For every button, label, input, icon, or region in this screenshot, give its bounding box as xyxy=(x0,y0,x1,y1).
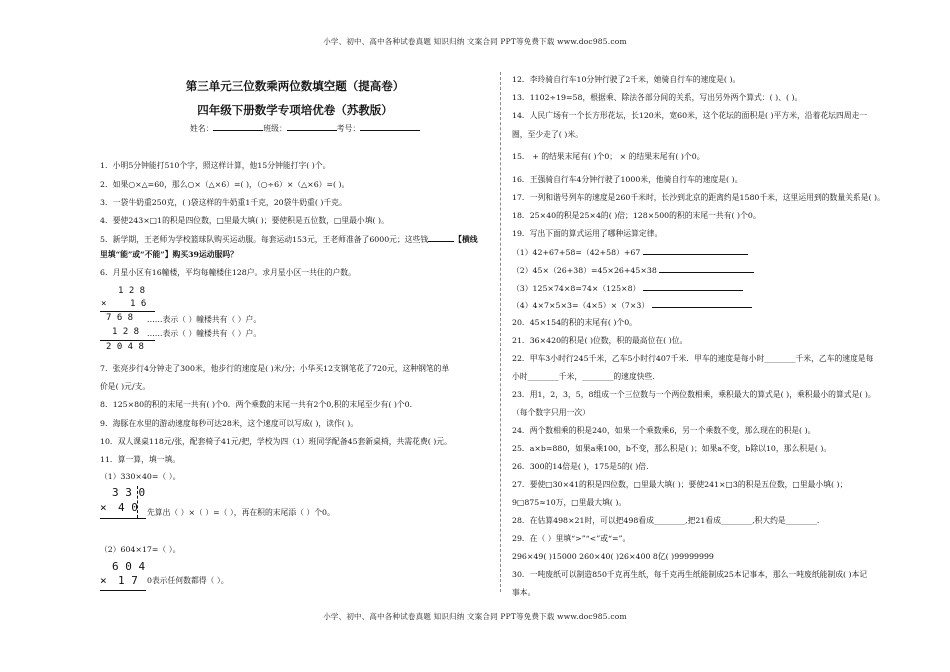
question-24: 24．两个数相乘的积是240，如果一个乘数乘6，另一个乘数不变，那么现在的积是( )。 xyxy=(512,426,816,435)
column-divider xyxy=(500,72,501,592)
question-19-2-text: （2）45×（26+38）=45×26+45×38 xyxy=(512,266,657,275)
mult1-partial-2: 1 2 8 xyxy=(112,327,140,337)
mult1-partial-1: 7 6 8 xyxy=(106,313,134,323)
calc2-top: 6 0 4 xyxy=(112,560,146,573)
calc1-rule xyxy=(100,518,146,519)
mult1-second: 1 6 xyxy=(130,299,147,309)
class-field[interactable] xyxy=(287,122,337,131)
question-30-cont: 事本。 xyxy=(512,588,536,597)
question-11: 11．算一算，填一填。 xyxy=(100,455,181,464)
question-19-4 xyxy=(512,299,752,311)
mult1-top: 1 2 8 xyxy=(118,286,146,296)
question-19-4-text: （4）4×7×5×3=（4×5）×（7×3） xyxy=(512,301,650,310)
calc1-top: 3 3 0 xyxy=(112,486,146,499)
question-19-3 xyxy=(512,282,743,294)
question-7: 7．张亮步行4分钟走了300米，他步行的速度是( )米/分；小华买12支钢笔花了720元，这种钢笔的单 xyxy=(100,364,450,373)
mult1-note-1: ……表示（ ）幢楼共有（ ）户。 xyxy=(147,315,262,324)
question-29: 29．在（ ）里填“>”“<”或“=”。 xyxy=(512,534,631,543)
question-23-cont: （每个数字只用一次） xyxy=(512,408,590,417)
question-1: 1．小明5分钟能打510个字，照这样计算，他15分钟能打字( )个。 xyxy=(100,161,331,170)
question-19-2 xyxy=(512,264,754,276)
question-30: 30．一吨废纸可以制造850千克再生纸，每千克再生纸能制成25本记事本，那么一吨废纸能制成( )本记 xyxy=(512,570,868,579)
question-13: 13．1102÷19=58，根据乘、除法各部分间的关系，写出另外两个算式：( )、( )。 xyxy=(512,93,803,102)
question-28: 28．在估算498×21时，可以把498看成________,把21看成________,积大约是________. xyxy=(512,516,820,525)
question-19-3-blank[interactable] xyxy=(643,282,743,291)
mult1-note-2: ……表示（ ）幢楼共有（ ）户。 xyxy=(147,329,262,338)
mult1-rule-2 xyxy=(100,340,155,341)
question-20: 20．45×154的积的末尾有( )个0。 xyxy=(512,318,637,327)
calc2-bottom: 1 7 xyxy=(118,574,138,587)
question-19-2-blank[interactable] xyxy=(659,264,754,273)
calc2-times-sign: × xyxy=(100,574,107,587)
question-17: 17．一列和谐号列车的速度是260千米时，长沙到北京的距离约是1580千米，这里运用到的数量关系是( )。 xyxy=(512,193,885,202)
question-15: 15． + 的结果末尾有( )个0； × 的结果末尾有( )个0。 xyxy=(512,152,705,161)
calc1-bottom: 4 0 xyxy=(118,501,138,514)
name-label: 姓名： xyxy=(190,124,214,133)
title-grade: 四年级下册数学专项培优卷（苏教版） xyxy=(197,103,393,117)
calc1-divider xyxy=(137,486,138,518)
question-5-text: 5．新学期，王老师为学校篮球队购买运动服。每套运动153元，王老师准备了6000元；这些钱 xyxy=(100,235,429,244)
question-4: 4．要使243×□1的积是四位数，□里最大填( )；要使积是五位数，□里最小填( )。 xyxy=(100,216,389,225)
calc2-text: 0表示任何数都得（ ）。 xyxy=(147,576,229,585)
question-22-cont: 小时________千米，________的速度快些. xyxy=(512,372,655,381)
question-26: 26．300的14倍是( )，175是5的( )倍． xyxy=(512,462,654,471)
number-label: 考号： xyxy=(336,124,361,133)
question-5 xyxy=(100,233,478,245)
question-8: 8．125×80的积的末尾一共有( )个0．两个乘数的末尾一共有2个0,积的末尾至少有( )个0． xyxy=(100,400,418,409)
question-19-1-blank[interactable] xyxy=(643,246,748,255)
question-11-1: （1）330×40=（ ）。 xyxy=(100,472,181,481)
question-19-4-blank[interactable] xyxy=(652,299,752,308)
question-29-items: 296×49( )15000 260×40( )26×400 8亿( )99999999 xyxy=(512,552,714,561)
question-19: 19．写出下面的算式运用了哪种运算定律。 xyxy=(512,229,663,238)
name-field[interactable] xyxy=(213,122,263,131)
question-5-bracket: 【横线 xyxy=(454,235,478,244)
question-6: 6．月星小区有16幢楼，平均每幢楼住128户。求月星小区一共住的户数。 xyxy=(100,268,356,277)
calc1-text: 先算出（ ）×（ ）=（ ），再在积的末尾添（ ）个0。 xyxy=(147,508,335,517)
page-footer: 小学、初中、高中各种试卷真题 知识归纳 文案合同 PPT等免费下载 www.doc985.com xyxy=(323,612,627,621)
question-27: 27．要使□30×41的积是四位数，□里最大填( )；要使241×□3的积是五位数，□里最小填( )； xyxy=(512,480,848,489)
question-2: 2．如果○×△=60，那么○×（△×6）=( )，（○÷6）×（△×6）=( )。 xyxy=(100,180,350,189)
question-19-3-text: （3）125×74×8=74×（125×8） xyxy=(512,284,641,293)
mult1-result: 2 0 4 8 xyxy=(106,342,144,352)
calc2-rule xyxy=(100,590,146,591)
question-7-cont: 价是( )元/支。 xyxy=(100,382,151,391)
student-info xyxy=(190,122,420,134)
question-5-blank[interactable] xyxy=(428,233,454,242)
question-23: 23．用1，2，3，5，8组成一个三位数与一个两位数相乘，乘积最大的算式是( )，乘积最小的算式是( )。 xyxy=(512,390,876,399)
class-label: 班级： xyxy=(263,124,287,133)
title-unit: 第三单元三位数乘两位数填空题（提高卷） xyxy=(185,79,405,93)
question-12: 12．李玲骑自行车10分钟行驶了2千米，她骑自行车的速度是( )。 xyxy=(512,75,741,84)
page-header: 小学、初中、高中各种试卷真题 知识归纳 文案合同 PPT等免费下载 www.doc985.com xyxy=(323,37,627,46)
mult1-times-sign: × xyxy=(101,299,107,309)
question-11-2: （2）604×17=（ ）。 xyxy=(100,545,181,554)
question-19-1 xyxy=(512,246,748,258)
question-21: 21．36×420的积是( )位数，积的最高位在( )位。 xyxy=(512,336,688,345)
mult1-rule-1 xyxy=(100,311,155,312)
question-3: 3．一袋牛奶重250克，( )袋这样的牛奶重1千克，20袋牛奶重( )千克。 xyxy=(100,198,347,207)
number-field[interactable] xyxy=(360,122,420,131)
question-25: 25．a×b=880，如果a乘100，b不变，那么积是( )；如果a不变，b除以10，那么积是( )。 xyxy=(512,444,832,453)
question-14: 14．人民广场有一个长方形花坛，长120米，宽60米，这个花坛的面积是( )平方米，沿着花坛四周走一 xyxy=(512,111,868,120)
calc1-times-sign: × xyxy=(100,501,107,514)
question-27-cont: 9□875≈10万，□里最大填( )。 xyxy=(512,498,627,507)
question-18: 18．25×40的积是25×4的( )倍；128×500的积的末尾一共有( )个0。 xyxy=(512,211,761,220)
question-9: 9．海豚在水里的游动速度每秒可达28米，这个速度可以写成( )，读作( )。 xyxy=(100,419,359,428)
question-19-1-text: （1）42+67+58=（42+58）+67 xyxy=(512,248,641,257)
question-5-cont: 里填“能”或“不能”】购买39运动服吗？ xyxy=(100,250,238,259)
question-14-cont: 圈，至少走了( )米。 xyxy=(512,130,583,139)
question-22: 22．甲车3小时行245千米，乙车5小时行407千米．甲车的速度是每小时________千米，乙车的速度是每 xyxy=(512,354,874,363)
question-16: 16．王强骑自行车4分钟行驶了1000米，他骑自行车的速度是( )。 xyxy=(512,175,743,184)
question-10: 10．双人课桌118元/张，配套椅子41元/把，学校为四（1）班同学配备45套新桌椅，共需花费( )元。 xyxy=(100,437,452,446)
